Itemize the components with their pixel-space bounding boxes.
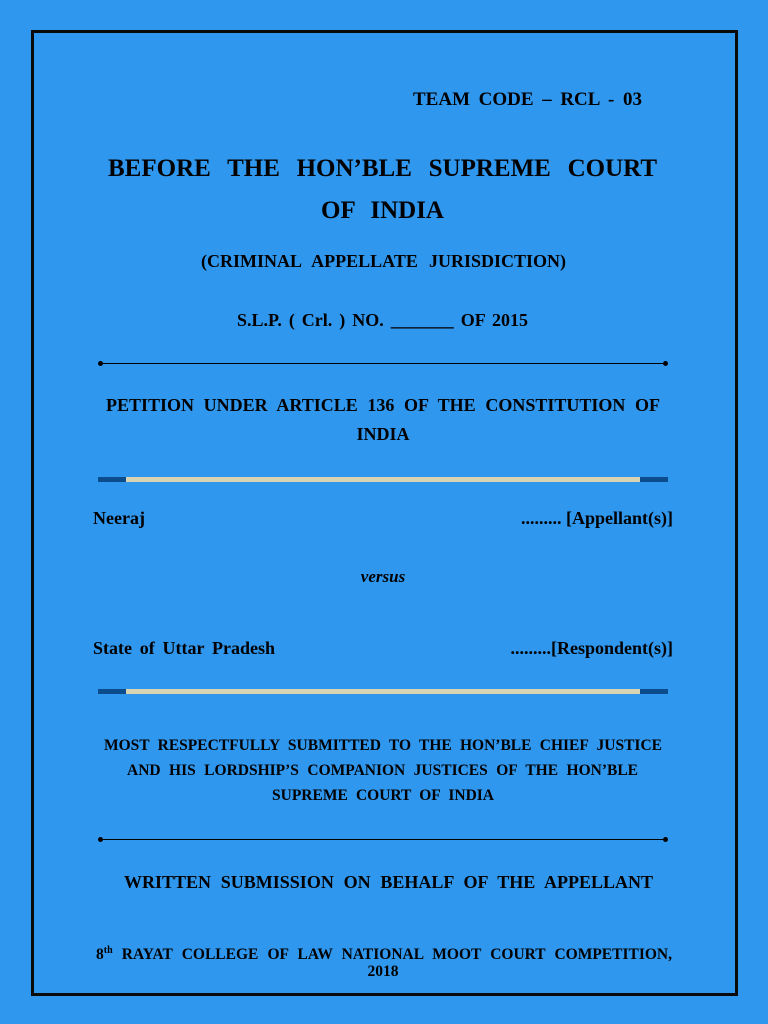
ornamental-bar-bottom bbox=[98, 689, 668, 694]
competition-name: RAYAT COLLEGE OF LAW NATIONAL MOOT COURT COMPETITION, bbox=[121, 946, 672, 963]
team-code: TEAM CODE – RCL - 03 bbox=[413, 89, 642, 110]
submission-line-3: SUPREME COURT OF INDIA bbox=[272, 787, 494, 804]
petition-line-1: PETITION UNDER ARTICLE 136 OF THE CONSTITUTION OF bbox=[106, 395, 660, 415]
respondent-name: State of Uttar Pradesh bbox=[93, 638, 275, 658]
submission-line-1: MOST RESPECTFULLY SUBMITTED TO THE HON’BLE CHIEF JUSTICE bbox=[104, 737, 662, 754]
divider-rule-bottom bbox=[98, 837, 668, 842]
competition-ordinal-suffix: th bbox=[103, 944, 113, 956]
respondent-role: .........[Respondent(s)] bbox=[510, 638, 673, 658]
court-heading-line-2: OF INDIA bbox=[321, 197, 444, 224]
appellant-name: Neeraj bbox=[93, 508, 145, 528]
jurisdiction: (CRIMINAL APPELLATE JURISDICTION) bbox=[201, 251, 566, 271]
submission-line-2: AND HIS LORDSHIP’S COMPANION JUSTICES OF THE HON’BLE bbox=[127, 762, 638, 779]
divider-rule-top bbox=[98, 361, 668, 366]
competition-year: 2018 bbox=[367, 963, 399, 980]
petition-line-2: INDIA bbox=[356, 424, 410, 444]
court-heading-line-1: BEFORE THE HON’BLE SUPREME COURT bbox=[108, 155, 657, 182]
ornamental-bar-top bbox=[98, 477, 668, 482]
versus-label: versus bbox=[360, 567, 406, 586]
competition-ordinal: 8 bbox=[96, 946, 104, 963]
document-title: WRITTEN SUBMISSION ON BEHALF OF THE APPELLANT bbox=[124, 872, 653, 892]
case-number: S.L.P. ( Crl. ) NO. _______ OF 2015 bbox=[237, 310, 528, 330]
appellant-role: ......... [Appellant(s)] bbox=[521, 508, 673, 528]
